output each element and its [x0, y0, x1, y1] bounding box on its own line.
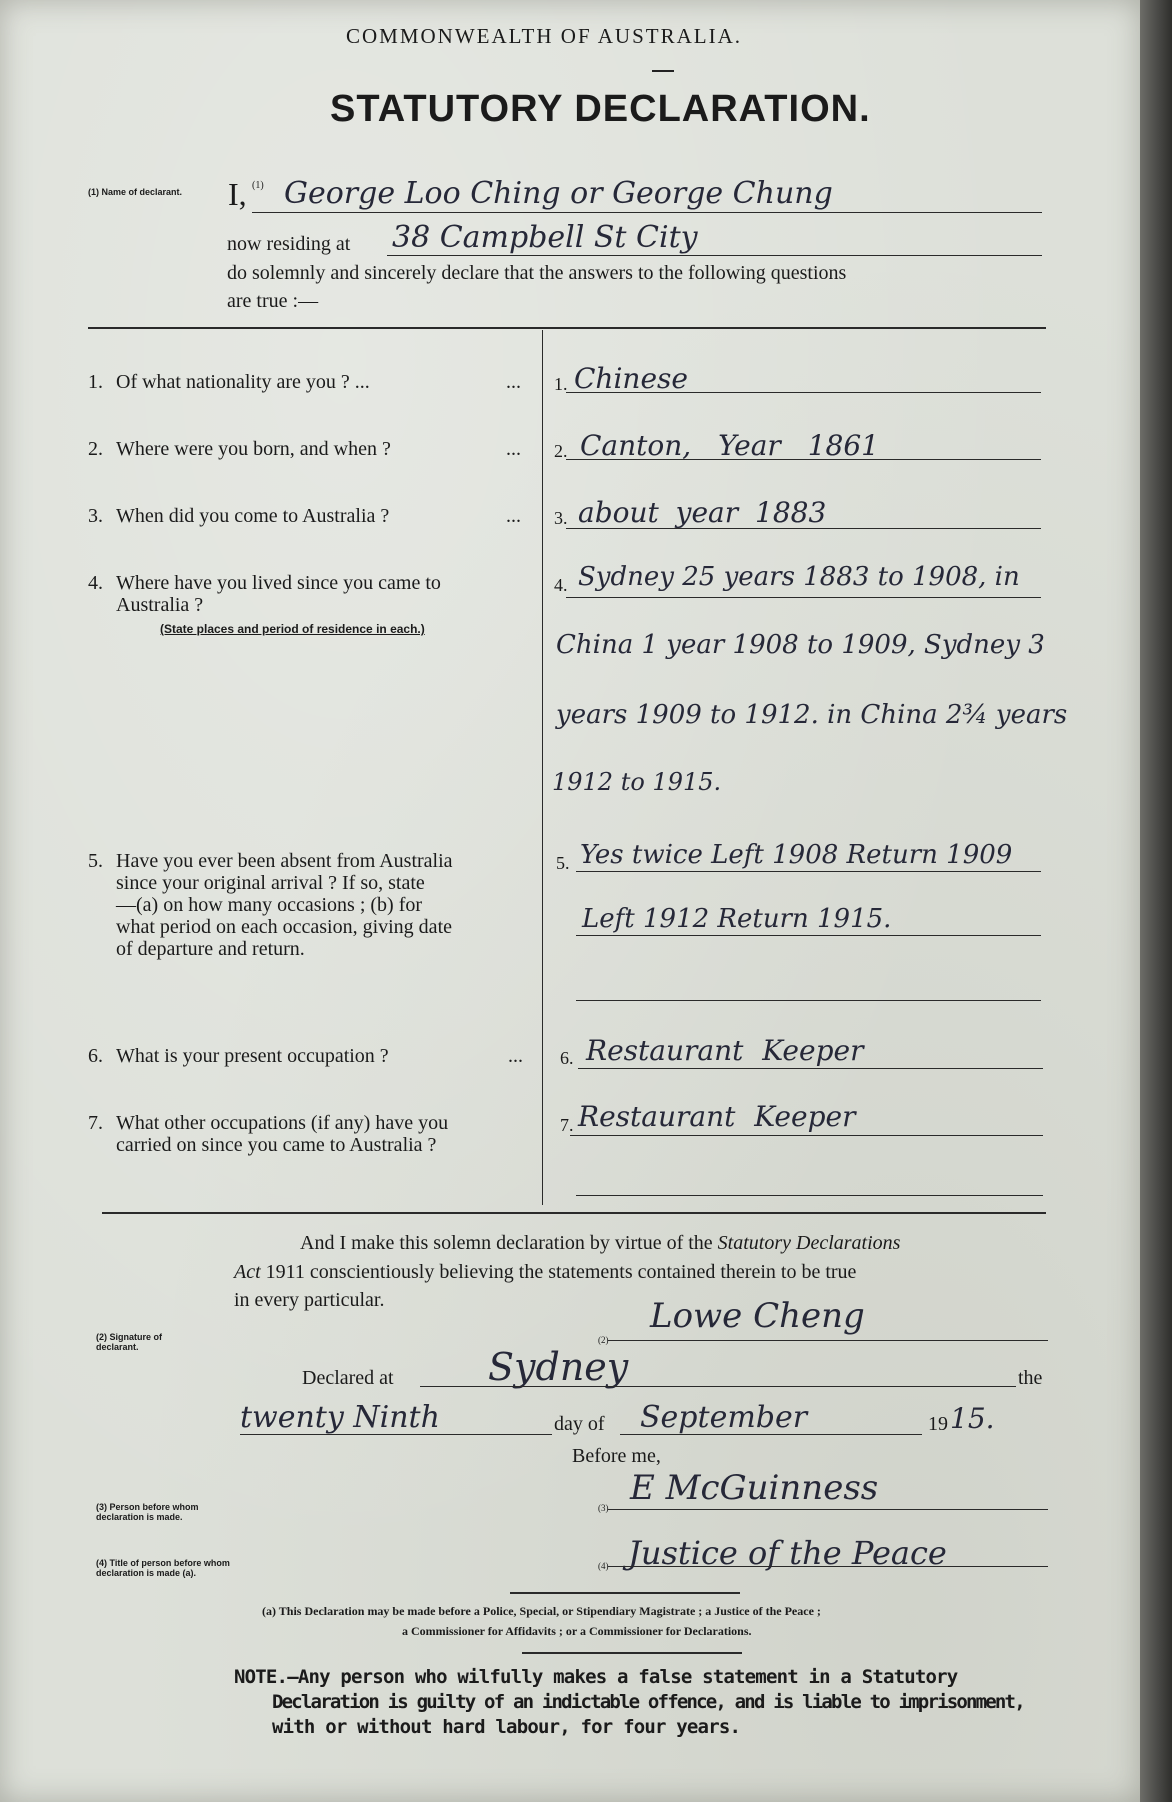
section-divider-bottom — [102, 1212, 1046, 1214]
answer-6: Restaurant Keeper — [586, 1034, 864, 1067]
answer-4-line-3: years 1909 to 1912. in China 2¾ years — [556, 700, 1068, 730]
form-title: STATUTORY DECLARATION. — [330, 88, 871, 130]
answer-4-line-4: 1912 to 1915. — [552, 768, 722, 796]
address: 38 Campbell St City — [392, 220, 698, 255]
declared-place: Sydney — [488, 1345, 629, 1389]
declare-text-2: are true :— — [227, 290, 319, 312]
answer-4-line-1: Sydney 25 years 1883 to 1908, in — [578, 562, 1020, 592]
marker-3: (3) — [598, 1503, 609, 1513]
declaration-line-3: in every particular. — [234, 1289, 385, 1311]
marker-2: (2) — [598, 1335, 609, 1345]
answer-3-num: 3. — [554, 508, 568, 528]
declared-day: twenty Ninth — [240, 1400, 440, 1435]
question-4: 4. Where have you lived since you came to Australia ? — [88, 572, 441, 616]
answer-1: Chinese — [574, 362, 688, 395]
answer-5-rule-2 — [576, 935, 1041, 936]
q3-dots: ... — [506, 505, 521, 527]
answer-5-rule-3 — [576, 1000, 1041, 1001]
footnote-divider — [510, 1592, 740, 1594]
declare-text-1: do solemnly and sincerely declare that the answers to the following questions — [227, 262, 847, 284]
margin-note-person: (3) Person before whom declaration is made. — [96, 1502, 199, 1522]
answer-6-num: 6. — [560, 1048, 574, 1068]
address-line — [387, 255, 1042, 256]
note-line-1: NOTE.—Any person who wilfully makes a false statement in a Statutory — [234, 1666, 958, 1688]
answer-6-line — [578, 1068, 1043, 1069]
q6-dots: ... — [508, 1045, 523, 1067]
the-label: the — [1018, 1367, 1043, 1389]
question-2: 2. Where were you born, and when ? — [88, 438, 391, 460]
q2-dots: ... — [506, 438, 521, 460]
answer-3: about year 1883 — [578, 496, 827, 529]
place-line — [420, 1386, 1016, 1387]
question-7: 7. What other occupations (if any) have you carried on since you came to Australia ? — [88, 1112, 449, 1156]
residing-label: now residing at — [227, 233, 351, 255]
day-line — [240, 1434, 552, 1435]
answer-7-num: 7. — [560, 1115, 574, 1135]
year-prefix: 19 — [928, 1413, 948, 1435]
country-heading: COMMONWEALTH OF AUSTRALIA. — [346, 24, 742, 48]
answer-5-line-1: Yes twice Left 1908 Return 1909 — [580, 840, 1013, 870]
question-1: 1. Of what nationality are you ? ... — [88, 371, 370, 393]
section-divider-top — [88, 327, 1046, 329]
answer-2: Canton, Year 1861 — [580, 429, 879, 462]
answer-3-line — [566, 528, 1041, 529]
question-5: 5. Have you ever been absent from Australia since your original arrival ? If so, state —(a) on how many occasions ; (b) for what period on each occasion, giving date of departure and return. — [88, 850, 453, 960]
declarant-signature: Lowe Cheng — [650, 1296, 865, 1336]
margin-note-name: (1) Name of declarant. — [88, 187, 183, 197]
declared-month: September — [640, 1400, 808, 1435]
heading-ornament — [652, 70, 674, 72]
page-edge — [1140, 0, 1172, 1802]
answer-1-line — [566, 392, 1041, 393]
note-line-3: with or without hard labour, for four years. — [272, 1716, 741, 1738]
answer-2-line — [566, 459, 1041, 460]
signature-line — [608, 1340, 1048, 1341]
marker-4: (4) — [598, 1561, 609, 1571]
day-of-label: day of — [554, 1413, 605, 1435]
witness-signature: E McGuinness — [630, 1468, 879, 1508]
note-divider — [522, 1652, 742, 1654]
footnote-line-2: a Commissioner for Affidavits ; or a Commissioner for Declarations. — [402, 1624, 752, 1638]
answer-2-num: 2. — [554, 441, 568, 461]
month-line — [620, 1434, 922, 1435]
answer-5-line-2: Left 1912 Return 1915. — [582, 904, 892, 934]
answer-4-rule-1 — [566, 597, 1041, 598]
marker-1: (1) — [252, 180, 264, 191]
i-label: I, — [228, 176, 247, 212]
declared-at-label: Declared at — [302, 1367, 394, 1389]
answer-5-num: 5. — [556, 853, 570, 873]
declaration-line-2: Act 1911 conscientiously believing the statements contained therein to be true — [234, 1261, 857, 1283]
declaration-line-1: And I make this solemn declaration by virtue of the Statutory Declarations — [300, 1232, 901, 1254]
witness-title: Justice of the Peace — [628, 1534, 947, 1572]
q4-note: (State places and period of residence in each.) — [160, 622, 425, 636]
answer-1-num: 1. — [554, 374, 568, 394]
declared-year: 15. — [950, 1402, 995, 1435]
margin-note-signature: (2) Signature of declarant. — [96, 1332, 163, 1352]
q1-dots: ... — [506, 371, 521, 393]
before-me-label: Before me, — [572, 1445, 661, 1467]
answer-4-line-2: China 1 year 1908 to 1909, Sydney 3 — [556, 630, 1045, 660]
answer-5-rule-1 — [576, 871, 1041, 872]
answer-4-num: 4. — [554, 575, 568, 595]
answer-7: Restaurant Keeper — [578, 1100, 856, 1133]
note-line-2: Declaration is guilty of an indictable offence, and is liable to imprisonment, — [272, 1691, 1024, 1713]
question-3: 3. When did you come to Australia ? — [88, 505, 390, 527]
question-6: 6. What is your present occupation ? — [88, 1045, 389, 1067]
column-divider — [542, 330, 543, 1205]
footnote-line-1: (a) This Declaration may be made before a Police, Special, or Stipendiary Magistrate ; a Justice of the Peace ; — [262, 1604, 821, 1618]
answer-7-line-2 — [576, 1195, 1043, 1196]
margin-note-title: (4) Title of person before whom declaration is made (a). — [96, 1558, 230, 1578]
title-line — [608, 1566, 1048, 1567]
answer-7-line — [570, 1135, 1043, 1136]
witness-line — [608, 1509, 1048, 1510]
declarant-name: George Loo Ching or George Chung — [284, 176, 833, 211]
name-line — [252, 212, 1042, 213]
